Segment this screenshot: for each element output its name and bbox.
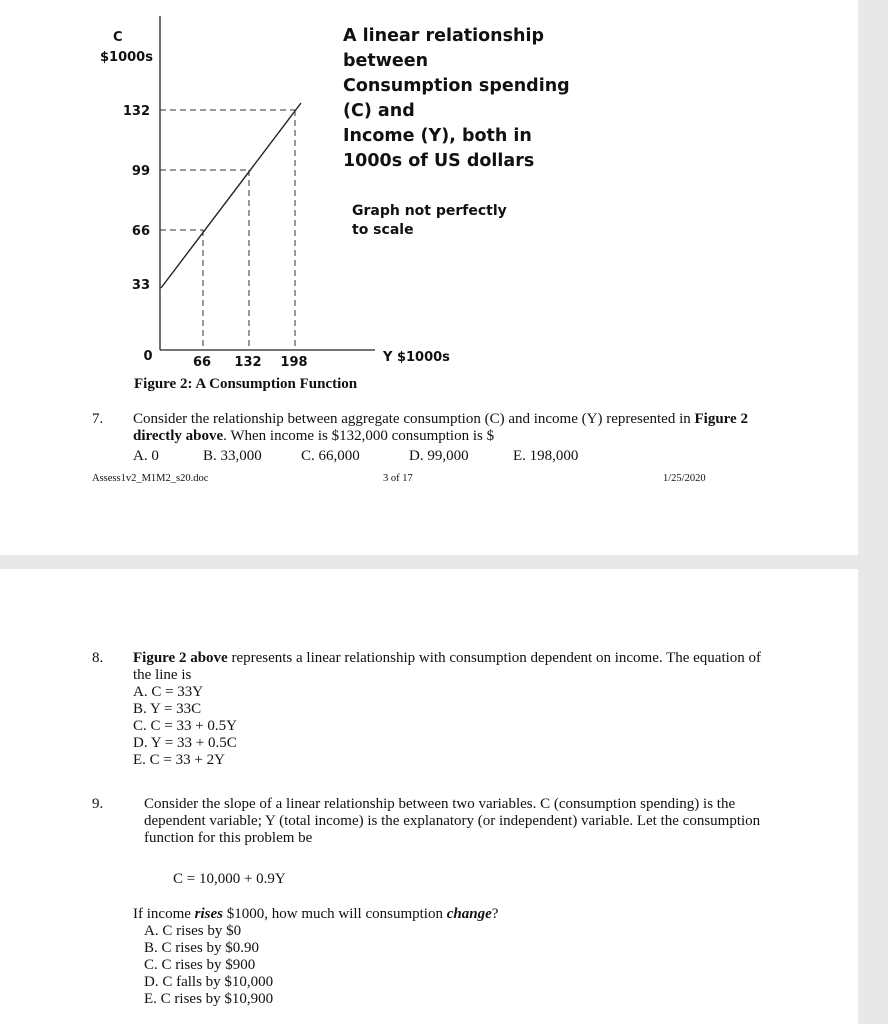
x-tick-label: 198 [280,355,308,370]
chart-title-line: Income (Y), both in [343,126,532,146]
chart-title-line: A linear relationship [343,26,545,46]
document-page-2 [0,569,858,1024]
y-tick-label: 66 [131,224,150,239]
scale-note [352,202,507,240]
chart-layer [123,16,375,370]
scale-note-line: to scale [352,222,414,238]
question-7-bold-directly: directly above [133,428,224,444]
consumption-line [161,103,301,288]
option-d[interactable]: D. C falls by $10,000 [144,974,274,990]
question-9-prompt [133,906,833,923]
y-tick-label: 33 [131,278,150,293]
option-b[interactable]: B. Y = 33C [133,701,202,717]
question-9-text [144,796,844,847]
question-9-line: function for this problem be [144,830,313,846]
option-c[interactable]: C. 66,000 [301,448,360,464]
question-9-prompt-part: If income [133,906,195,922]
option-d[interactable]: D. Y = 33 + 0.5C [133,735,237,751]
question-9-equation: C = 10,000 + 0.9Y [173,871,286,887]
scale-note-line: Graph not perfectly [352,203,507,219]
option-d[interactable]: D. 99,000 [409,448,469,464]
question-8-text-line2: the line is [133,667,192,683]
question-7-text-part: . When income is $132,000 consumption is $ [223,428,495,444]
chart-title [343,24,570,174]
question-7-text-part: Consider the relationship between aggregate consumption (C) and income (Y) represented in [133,411,695,427]
question-7-bold-ref: Figure 2 [694,411,748,427]
option-a[interactable]: A. C = 33Y [133,684,204,700]
y-tick-label: 132 [122,104,150,119]
question-9-rises: rises [194,906,223,922]
question-7-text [133,411,833,445]
chart-title-line: (C) and [343,101,415,121]
chart-title-line: 1000s of US dollars [343,151,535,171]
question-8-text-part: represents a linear relationship with consumption dependent on income. The equation of [227,650,762,666]
question-9-line: Consider the slope of a linear relationship between two variables. C (consumption spending) is the [144,796,736,812]
figure-caption: Figure 2: A Consumption Function [134,376,358,392]
question-9-prompt-part: $1000, how much will consumption [222,906,447,922]
chart-title-line: between [343,51,429,71]
y-axis-label-unit: $1000s [100,50,153,65]
option-e[interactable]: E. C = 33 + 2Y [133,752,225,768]
y-tick-label: 99 [131,164,150,179]
footer-page-number: 3 of 17 [383,473,413,484]
option-e[interactable]: E. C rises by $10,900 [144,991,274,1007]
option-a[interactable]: A. C rises by $0 [144,923,242,939]
option-c[interactable]: C. C = 33 + 0.5Y [133,718,238,734]
option-a[interactable]: A. 0 [133,448,159,464]
origin-label: 0 [143,349,153,364]
question-8-bold-ref: Figure 2 above [133,650,228,666]
question-8-text [133,650,833,769]
y-axis-label-c: C [113,30,123,45]
x-tick-label: 132 [234,355,262,370]
footer-filename: Assess1v2_M1M2_s20.doc [92,473,209,484]
consumption-function-chart [0,0,400,380]
option-c[interactable]: C. C rises by $900 [144,957,256,973]
option-b[interactable]: B. 33,000 [203,448,262,464]
chart-title-line: Consumption spending [343,76,570,96]
question-9-line: dependent variable; Y (total income) is the explanatory (or independent) variable. Let the consumption [144,813,761,829]
question-9-change: change [446,906,492,922]
option-b[interactable]: B. C rises by $0.90 [144,940,260,956]
x-axis-label: Y $1000s [383,350,450,365]
question-8-number: 8. [92,650,104,666]
x-tick-label: 66 [192,355,212,370]
question-9-options [144,923,273,1008]
question-9-number: 9. [92,796,104,812]
question-9-prompt-part: ? [491,906,499,922]
footer-date: 1/25/2020 [663,473,706,484]
question-7-number: 7. [92,411,104,427]
option-e[interactable]: E. 198,000 [513,448,579,464]
